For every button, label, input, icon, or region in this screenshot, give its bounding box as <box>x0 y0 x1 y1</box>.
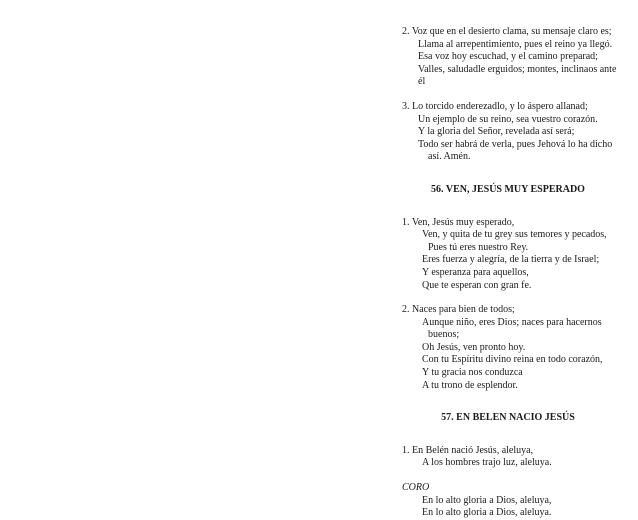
verse-line: Un ejemplo de su reino, sea vuestro corazón. <box>418 113 598 125</box>
verse-line: Llama al arrepentimiento, pues el reino ya llegó. <box>418 38 613 50</box>
verse-line: 2. Naces para bien de todos; <box>402 304 515 316</box>
hymn-56-verse-2 <box>402 304 632 392</box>
verse-line: 1. En Belén nació Jesús, aleluya, <box>402 444 534 456</box>
chorus-label: CORO <box>402 482 430 494</box>
hymn-57-chorus <box>402 482 632 520</box>
verse-line: A tu trono de esplendor. <box>422 379 518 391</box>
verse-line: Con tu Espíritu divino reina en todo corazón, <box>422 354 603 366</box>
verse-line: Y la gloria del Señor, revelada así será; <box>418 126 575 138</box>
hymnal-page <box>402 26 632 520</box>
verse-line: A los hombres trajo luz, aleluya. <box>422 457 552 469</box>
hymn-56-title: 56. VEN, JESÚS MUY ESPERADO <box>431 183 585 195</box>
verse-line: Ven, y quita de tu grey sus temores y pecados, <box>422 229 607 241</box>
verse-line: Todo ser habrá de verla, pues Jehová lo ha dicho <box>418 138 613 150</box>
verse-line: Valles, saludadle erguidos; montes, inclinaos ante <box>418 63 617 75</box>
hymn-57-verse-1 <box>402 445 632 470</box>
verse-line: Que te esperan con gran fe. <box>422 279 532 291</box>
verse-line: Eres fuerza y alegría, de la tierra y de Israel; <box>422 254 600 266</box>
verse-line: En lo alto gloria a Dios, aleluya, <box>422 494 552 506</box>
verse-line: buenos; <box>428 329 460 341</box>
verse-line: Y esperanza para aquellos, <box>422 266 529 278</box>
verse-line: Oh Jesús, ven pronto hoy. <box>422 341 526 353</box>
hymn-57-title: 57. EN BELEN NACIO JESÚS <box>441 412 575 424</box>
hymn-56-verse-1 <box>402 217 632 293</box>
verse-line: 1. Ven, Jesús muy esperado, <box>402 216 515 228</box>
verse-line: Y tu gracia nos conduzca <box>422 367 523 379</box>
hymn-55-verse-3 <box>402 101 632 164</box>
verse-line: él <box>418 76 426 88</box>
hymn-55-verse-2 <box>402 26 632 89</box>
verse-line: Pues tú eres nuestro Rey. <box>428 241 529 253</box>
verse-line: 3. Lo torcido enderezadlo, y lo áspero allanad; <box>402 100 588 112</box>
verse-line: Aunque niño, eres Dios; naces para hacernos <box>422 316 602 328</box>
verse-line: Esa voz hoy escuchad, y el camino preparad; <box>418 51 598 63</box>
verse-line: así. Amén. <box>428 151 471 163</box>
verse-line: 2. Voz que en el desierto clama, su mensaje claro es; <box>402 26 612 37</box>
verse-line: En lo alto gloria a Dios, aleluya. <box>422 507 552 519</box>
